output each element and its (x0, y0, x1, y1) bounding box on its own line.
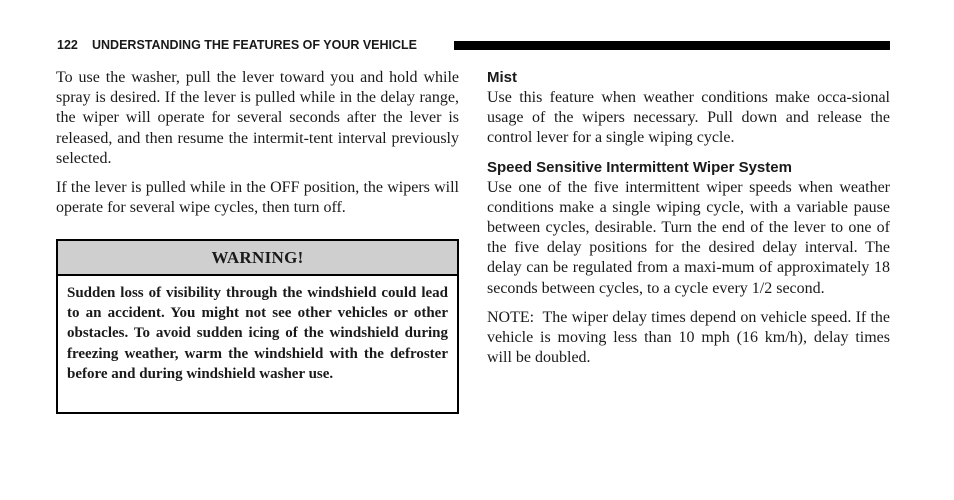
page-number: 122 (57, 38, 78, 52)
note-text: The wiper delay times depend on vehicle speed. If the vehicle is moving less than 10 mph (16 km/h), delay times will be doubled. (487, 308, 890, 367)
section-title: UNDERSTANDING THE FEATURES OF YOUR VEHICLE (92, 38, 418, 52)
washer-paragraph: To use the washer, pull the lever toward you and hold while spray is desired. If the lever is pulled while in the delay range, the wiper will operate for several seconds after the lever is released, and then resume the intermit-tent interval previously selected. (56, 69, 459, 167)
note-paragraph (487, 308, 890, 369)
warning-heading: WARNING! (58, 241, 457, 276)
right-column (487, 68, 890, 368)
warning-text: Sudden loss of visibility through the windshield could lead to an accident. You might not see other vehicles or other obstacles. To avoid sudden icing of the windshield during freezing weather, warm the windshield with the defroster before and during windshield washer use. (67, 285, 448, 382)
warning-box (56, 239, 459, 414)
header-rule (454, 41, 890, 50)
off-position-paragraph: If the lever is pulled while in the OFF position, the wipers will operate for several wipe cycles, then turn off. (56, 179, 459, 217)
speed-sensitive-paragraph: Use one of the five intermittent wiper speeds when weather conditions make a single wiping cycle, with a variable pause between cycles, desirable. Turn the end of the lever to one of the five delay positions for the desired delay interval. The delay can be regulated from a maxi-mum of approximately 18 seconds between cycles, to a cycle every 1/2 second. (487, 178, 890, 297)
speed-sensitive-heading: Speed Sensitive Intermittent Wiper System (487, 158, 792, 176)
mist-paragraph: Use this feature when weather conditions make occa-sional usage of the wipers necessary. Pull down and release the control lever for a single wiping cycle. (487, 89, 890, 147)
page-header (57, 38, 890, 52)
note-label: NOTE: (487, 308, 535, 326)
mist-heading: Mist (487, 69, 517, 86)
left-column (56, 68, 459, 218)
